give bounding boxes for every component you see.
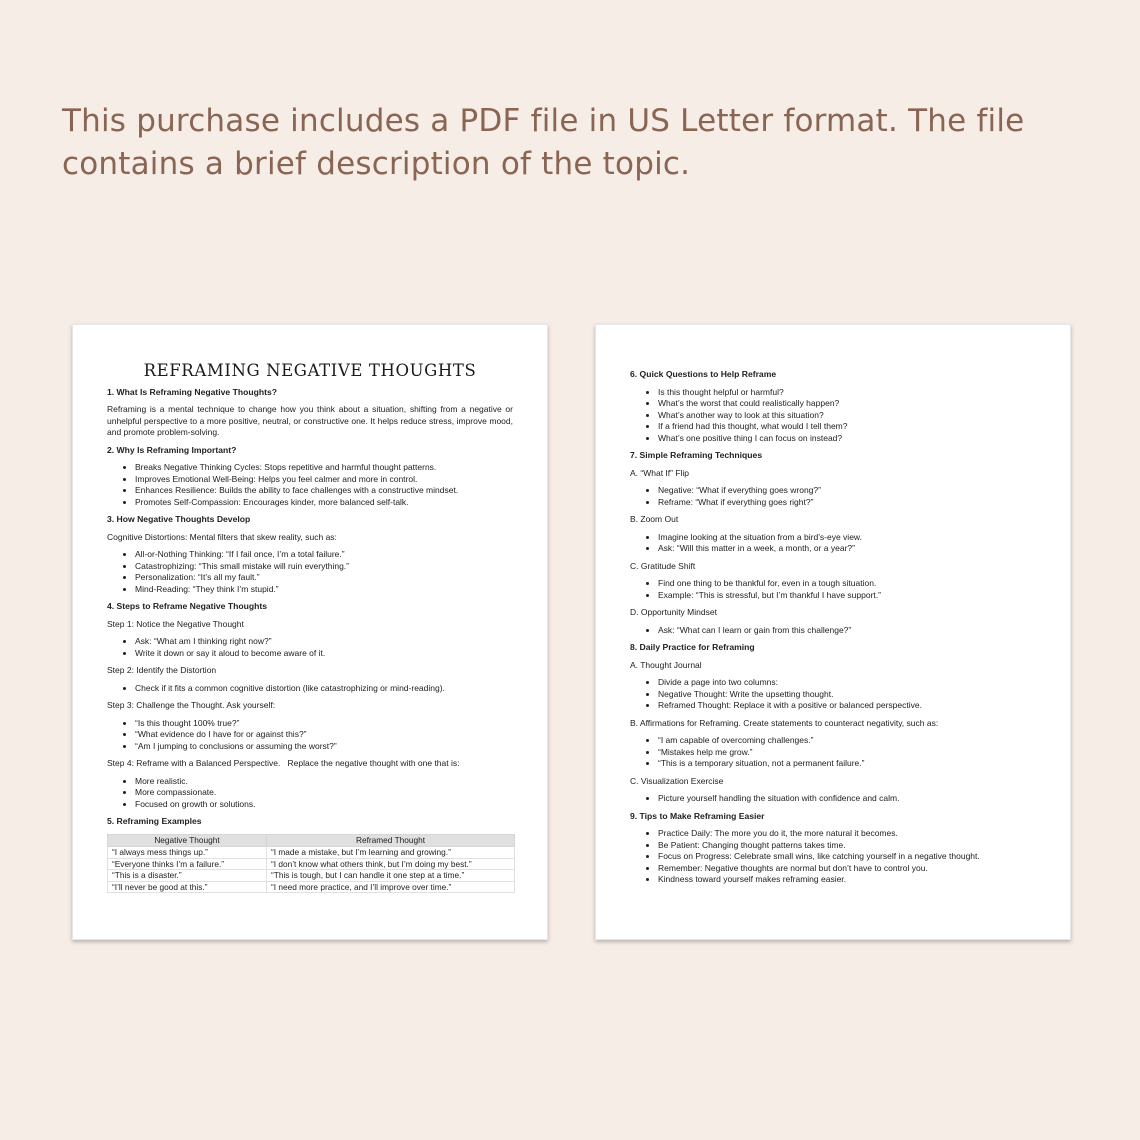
- step-label: Step 1: Notice the Negative Thought: [107, 618, 244, 629]
- list-item: • What’s another way to look at this situation?: [658, 410, 1036, 422]
- bullet-list: [630, 793, 1036, 805]
- list-item: • Imagine looking at the situation from a bird’s-eye view.: [658, 532, 1036, 544]
- practice-label: A. Thought Journal: [630, 659, 702, 670]
- practice-label: B. Affirmations for Reframing. Create statements to counteract negativity, such as:: [630, 717, 939, 728]
- section-heading: 7. Simple Reframing Techniques: [630, 450, 763, 460]
- list-item: • Is this thought helpful or harmful?: [658, 387, 1036, 399]
- list-item: • Find one thing to be thankful for, even in a tough situation.: [658, 578, 1036, 590]
- bullet-list: [107, 718, 513, 753]
- list-item: • If a friend had this thought, what would I tell them?: [658, 421, 1036, 433]
- bullet-list: [107, 549, 513, 595]
- list-item: • Ask: “Will this matter in a week, a month, or a year?”: [658, 543, 1036, 555]
- list-item: • “Is this thought 100% true?”: [135, 718, 513, 730]
- list-item: • Catastrophizing: “This small mistake will ruin everything.”: [135, 561, 513, 573]
- bullet-list: [630, 485, 1036, 508]
- list-item: • Reframe: “What if everything goes right?”: [658, 497, 1036, 509]
- list-item: • Example: “This is stressful, but I’m thankful I have support.”: [658, 590, 1036, 602]
- list-item: • Enhances Resilience: Builds the ability to face challenges with a constructive mindset.: [135, 485, 513, 497]
- section-heading: 4. Steps to Reframe Negative Thoughts: [107, 601, 267, 611]
- list-item: • Improves Emotional Well-Being: Helps you feel calmer and more in control.: [135, 474, 513, 486]
- technique-label: D. Opportunity Mindset: [630, 607, 717, 617]
- table-header: Negative Thought: [108, 834, 267, 847]
- bullet-list: [107, 776, 513, 811]
- list-item: • “I am capable of overcoming challenges.”: [658, 735, 1036, 747]
- step-label: Step 3: Challenge the Thought. Ask yourself:: [107, 700, 276, 710]
- section-subheading: Cognitive Distortions: Mental filters that skew reality, such as:: [107, 531, 337, 542]
- list-item: • Practice Daily: The more you do it, the more natural it becomes.: [658, 828, 1036, 840]
- technique-label: A. “What If” Flip: [630, 467, 690, 478]
- document-page-1: [72, 324, 548, 940]
- step-label: Step 2: Identify the Distortion: [107, 665, 217, 675]
- document-title: REFRAMING NEGATIVE THOUGHTS: [143, 361, 477, 380]
- table-row: [108, 847, 515, 859]
- list-item: • Divide a page into two columns:: [658, 677, 1036, 689]
- list-item: • “This is a temporary situation, not a permanent failure.”: [658, 758, 1036, 770]
- list-item: • Be Patient: Changing thought patterns takes time.: [658, 840, 1036, 852]
- list-item: • Focus on Progress: Celebrate small wins, like catching yourself in a negative thought.: [658, 851, 1036, 863]
- table-cell: “I’ll never be good at this.”: [108, 881, 267, 893]
- table-cell: “I don’t know what others think, but I’m doing my best.”: [267, 858, 515, 870]
- practice-label: C. Visualization Exercise: [630, 775, 724, 786]
- list-item: • More realistic.: [135, 776, 513, 788]
- bullet-list: [630, 828, 1036, 886]
- list-item: • “What evidence do I have for or against this?”: [135, 729, 513, 741]
- section-heading: 9. Tips to Make Reframing Easier: [630, 810, 765, 821]
- bullet-list: [107, 636, 513, 659]
- section-heading: 8. Daily Practice for Reframing: [630, 642, 755, 652]
- list-item: • Picture yourself handling the situation with confidence and calm.: [658, 793, 1036, 805]
- list-item: • Kindness toward yourself makes reframing easier.: [658, 874, 1036, 886]
- step-label: Step 4: Reframe with a Balanced Perspective. Replace the negative thought with one that is:: [107, 758, 460, 768]
- list-item: • Write it down or say it aloud to become aware of it.: [135, 648, 513, 660]
- technique-label: C. Gratitude Shift: [630, 560, 696, 571]
- document-page-2: [595, 324, 1071, 940]
- list-item: • Check if it fits a common cognitive distortion (like catastrophizing or mind-reading).: [135, 683, 513, 695]
- section-paragraph: Reframing is a mental technique to change how you think about a situation, shifting from a negative or unhelpful perspective to a more positive, neutral, or constructive one. It helps reduce stress, improve mood, and promote problem-solving.: [107, 404, 513, 437]
- bullet-list: [107, 683, 513, 695]
- table-row: [108, 870, 515, 882]
- technique-label: B. Zoom Out: [630, 514, 679, 524]
- list-item: • Breaks Negative Thinking Cycles: Stops repetitive and harmful thought patterns.: [135, 462, 513, 474]
- list-item: • Ask: “What am I thinking right now?”: [135, 636, 513, 648]
- list-item: • What’s one positive thing I can focus on instead?: [658, 433, 1036, 445]
- list-item: • What’s the worst that could realistically happen?: [658, 398, 1036, 410]
- bullet-list: [630, 735, 1036, 770]
- bullet-list: [107, 462, 513, 508]
- bullet-list: [630, 578, 1036, 601]
- section-heading: 6. Quick Questions to Help Reframe: [630, 369, 777, 379]
- list-item: • Personalization: “It’s all my fault.”: [135, 572, 513, 584]
- bullet-list: [630, 387, 1036, 445]
- list-item: • Ask: “What can I learn or gain from this challenge?”: [658, 625, 1036, 637]
- table-cell: “I made a mistake, but I’m learning and growing.”: [267, 847, 515, 859]
- section-heading: 1. What Is Reframing Negative Thoughts?: [107, 386, 277, 397]
- section-heading: 5. Reframing Examples: [107, 816, 202, 826]
- section-heading: 2. Why Is Reframing Important?: [107, 444, 237, 455]
- headline: This purchase includes a PDF file in US Letter format. The file contains a brief description of the topic.: [62, 103, 1025, 182]
- list-item: • Mind-Reading: “They think I’m stupid.”: [135, 584, 513, 596]
- section-heading: 3. How Negative Thoughts Develop: [107, 514, 251, 524]
- table-row: [108, 858, 515, 870]
- list-item: • “Mistakes help me grow.”: [658, 747, 1036, 759]
- table-cell: “Everyone thinks I’m a failure.”: [108, 858, 267, 870]
- table-header-row: [108, 834, 515, 847]
- list-item: • “Am I jumping to conclusions or assuming the worst?”: [135, 741, 513, 753]
- table-header: Reframed Thought: [267, 834, 515, 847]
- bullet-list: [630, 532, 1036, 555]
- table-cell: “This is a disaster.”: [108, 870, 267, 882]
- list-item: • All-or-Nothing Thinking: “If I fail once, I’m a total failure.”: [135, 549, 513, 561]
- list-item: • Remember: Negative thoughts are normal but don’t have to control you.: [658, 863, 1036, 875]
- table-cell: “This is tough, but I can handle it one step at a time.”: [267, 870, 515, 882]
- table-row: [108, 881, 515, 893]
- examples-table: [107, 834, 515, 894]
- bullet-list: [630, 677, 1036, 712]
- list-item: • Promotes Self-Compassion: Encourages kinder, more balanced self-talk.: [135, 497, 513, 509]
- list-item: • Focused on growth or solutions.: [135, 799, 513, 811]
- table-cell: “I need more practice, and I’ll improve over time.”: [267, 881, 515, 893]
- bullet-list: [630, 625, 1036, 637]
- list-item: • Negative: “What if everything goes wrong?”: [658, 485, 1036, 497]
- list-item: • More compassionate.: [135, 787, 513, 799]
- list-item: • Negative Thought: Write the upsetting thought.: [658, 689, 1036, 701]
- table-cell: “I always mess things up.”: [108, 847, 267, 859]
- list-item: • Reframed Thought: Replace it with a positive or balanced perspective.: [658, 700, 1036, 712]
